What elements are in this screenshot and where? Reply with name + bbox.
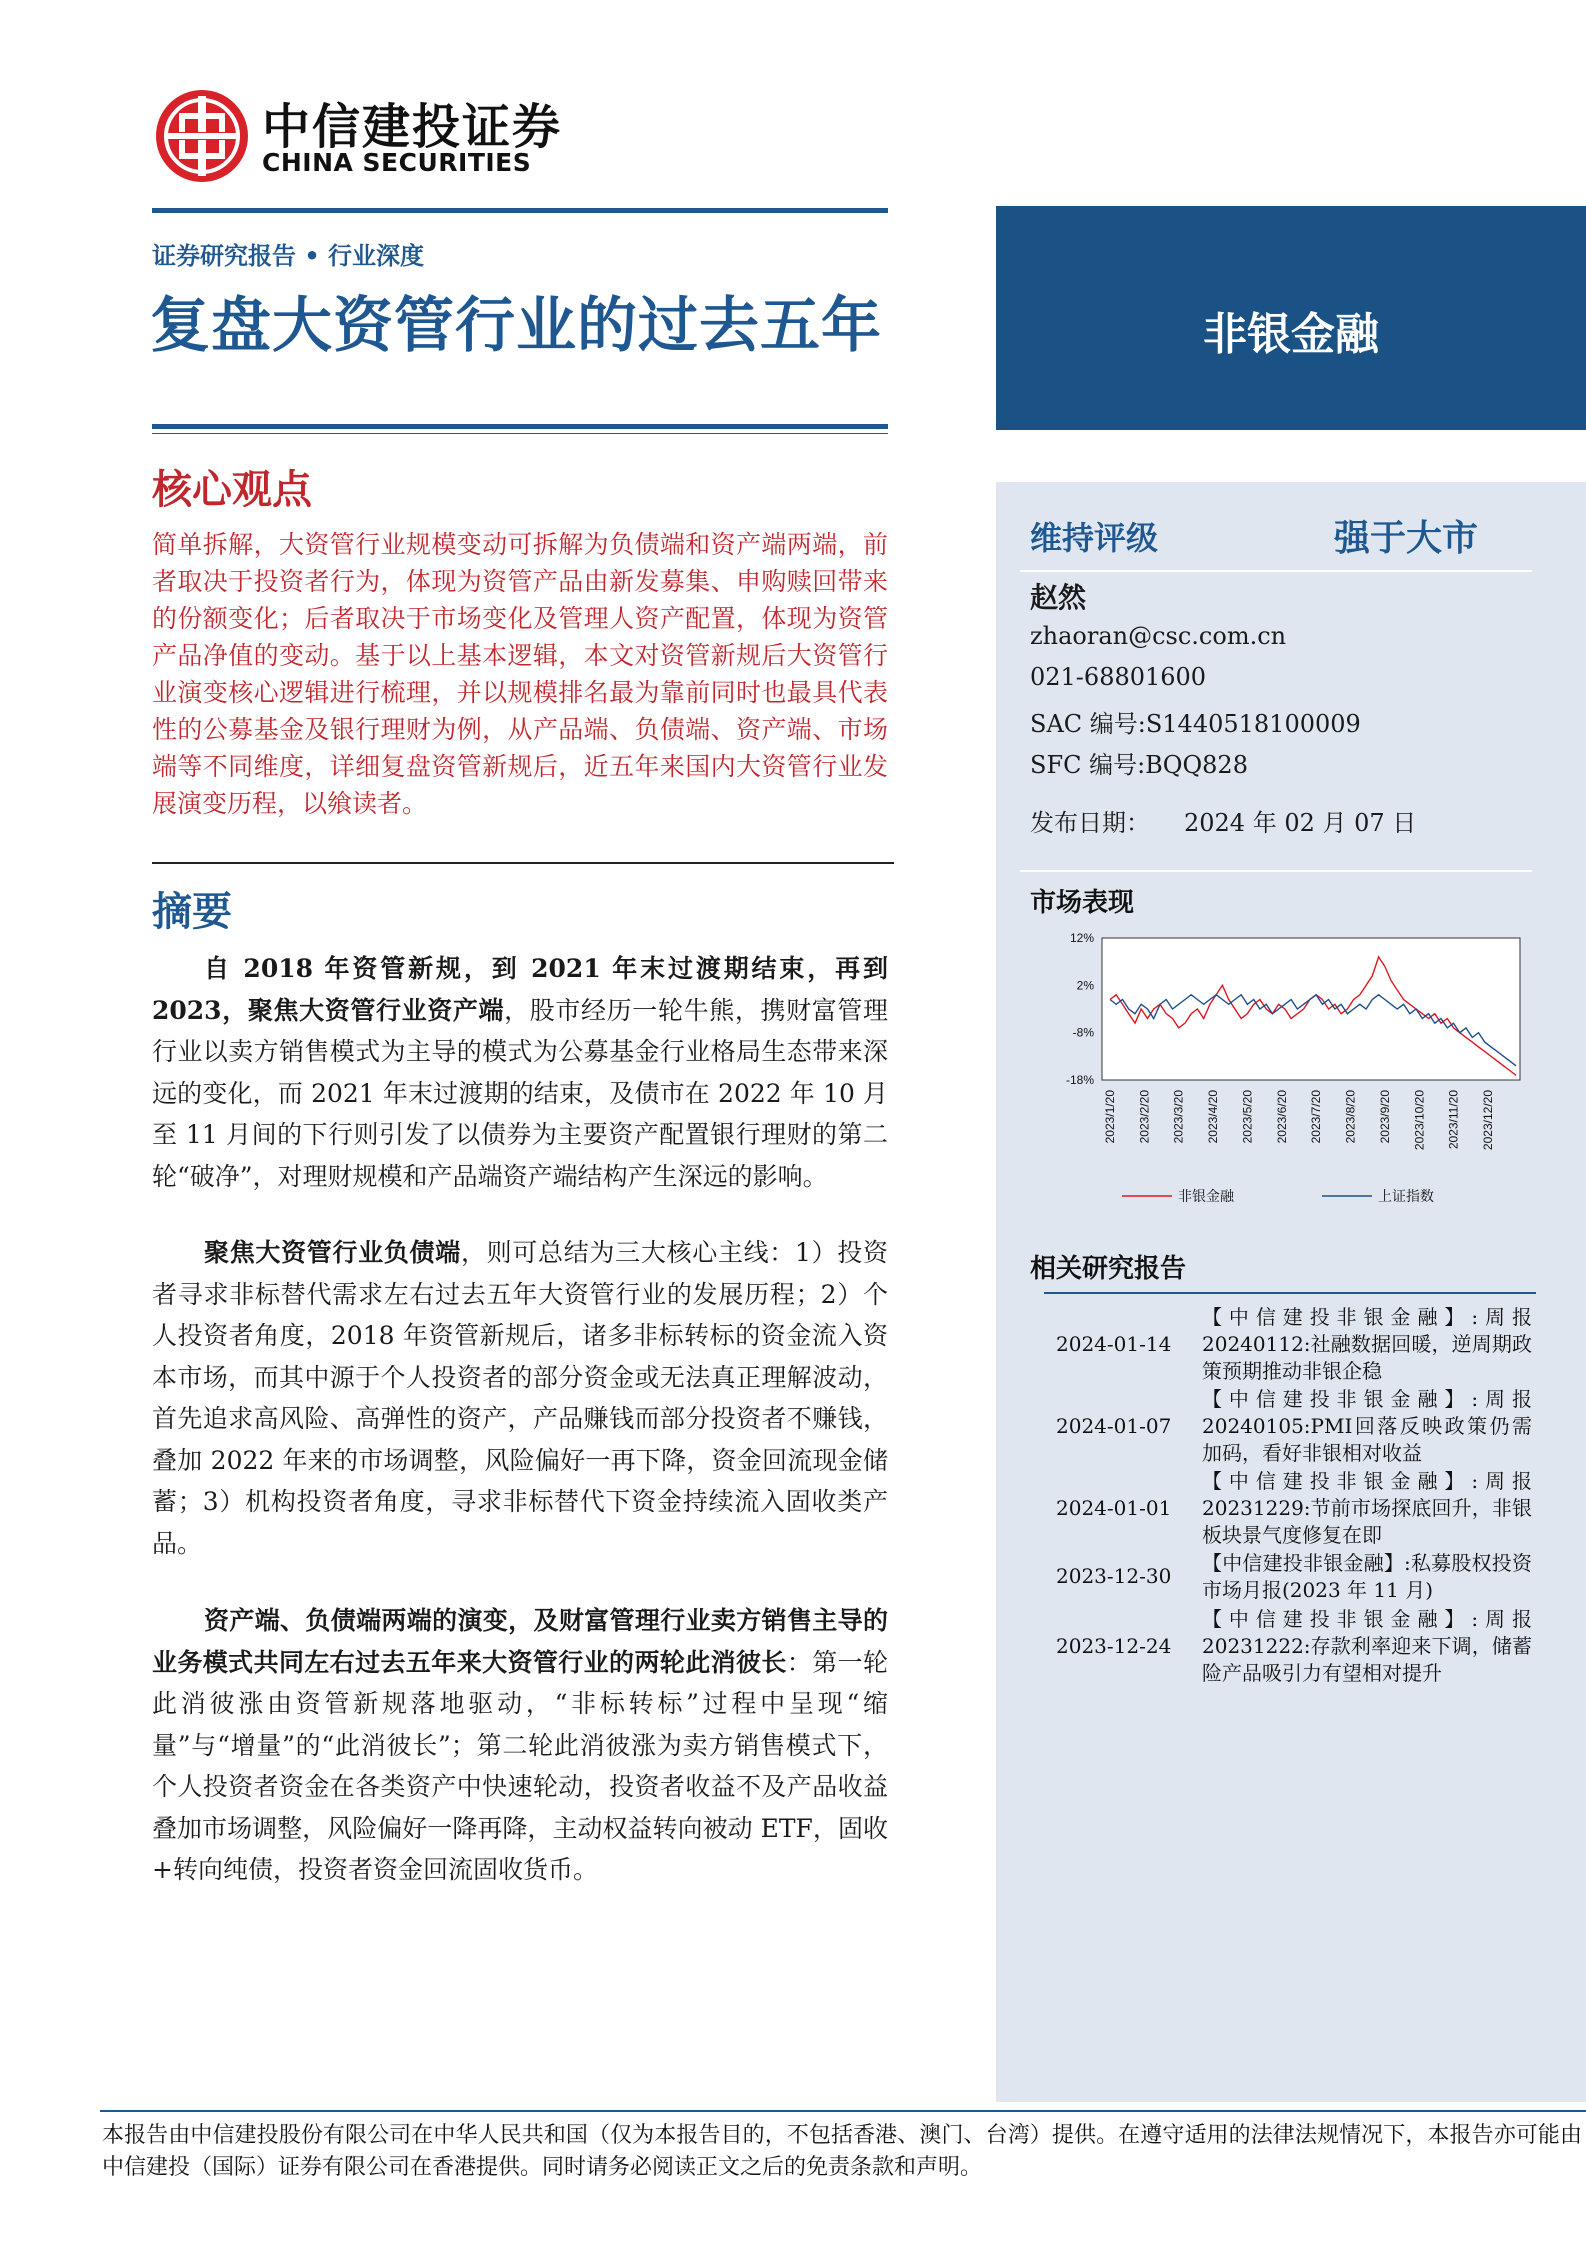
core-view-text: 简单拆解，大资管行业规模变动可拆解为负债端和资产端两端，前者取决于投资者行为，体现为资管产品由新发募集、申购赎回带来的份额变化；后者取决于市场变化及管理人资产配置，体现为资管产品净值的变动。基于以上基本逻辑，本文对资管新规后大资管行业演变核心逻辑进行梳理，并以规模排名最为靠前同时也最具代表性的公募基金及银行理财为例，从产品端、负债端、资产端、市场端等不同维度，详细复盘资管新规后，近五年来国内大资管行业发展演变历程，以飨读者。 — [152, 530, 888, 818]
core-view-heading: 核心观点 — [152, 467, 312, 513]
market-performance-chart — [1030, 924, 1530, 1214]
related-reports-title: 相关研究报告 — [1030, 1254, 1187, 1284]
y-tick-label: 2% — [1076, 978, 1094, 993]
summary-paragraph-3 — [152, 1600, 888, 1891]
x-tick-label: 2023/9/20 — [1377, 1090, 1392, 1144]
related-report-link[interactable]: 【中信建投非银金融】:周报20240105:PMI回落反映政策仍需加码，看好非银相对收益 — [1202, 1387, 1532, 1465]
rating-label: 维持评级 — [1030, 519, 1159, 557]
x-tick-label: 2023/12/20 — [1481, 1090, 1495, 1151]
rating-value: 强于大市 — [1334, 518, 1479, 559]
y-tick-label: -8% — [1072, 1025, 1094, 1040]
related-report-date: 2024-01-07 — [1056, 1414, 1172, 1438]
related-report-link[interactable]: 【中信建投非银金融】:周报20231229:节前市场探底回升，非银板块景气度修复在即 — [1202, 1469, 1532, 1547]
x-tick-label: 2023/1/20 — [1103, 1090, 1117, 1144]
legend-label: 上证指数 — [1378, 1189, 1434, 1205]
x-tick-label: 2023/10/20 — [1412, 1090, 1427, 1151]
brand-logo — [152, 86, 572, 186]
sector-banner — [996, 206, 1586, 430]
brand-name-en: CHINA SECURITIES — [262, 148, 532, 177]
publish-date: 2024 年 02 月 07 日 — [1184, 809, 1417, 837]
brand-name-cn: 中信建投证券 — [262, 99, 563, 155]
y-tick-label: 12% — [1069, 931, 1094, 945]
x-tick-label: 2023/5/20 — [1240, 1090, 1255, 1144]
related-report-link[interactable]: 【中信建投非银金融】:周报20240112:社融数据回暖，逆周期政策预期推动非银企稳 — [1202, 1305, 1532, 1383]
publish-date-label: 发布日期： — [1030, 809, 1150, 837]
x-tick-label: 2023/2/20 — [1137, 1090, 1152, 1144]
header-rule-top — [152, 208, 888, 213]
report-type: 证券研究报告 • 行业深度 — [152, 242, 425, 270]
x-tick-label: 2023/7/20 — [1309, 1090, 1324, 1144]
analyst-phone: 021-68801600 — [1030, 663, 1207, 691]
summary-rule — [152, 862, 894, 864]
related-report-date: 2024-01-14 — [1056, 1332, 1172, 1356]
analyst-name: 赵然 — [1030, 581, 1087, 614]
summary-paragraph-1 — [152, 948, 888, 1197]
summary-p1-body: ，股市经历一轮牛熊，携财富管理行业以卖方销售模式为主导的模式为公募基金行业格局生态带来深远的变化，而 2021 年末过渡期的结束，及债市在 2022 年 10 月至 11 月间的下行则引发了以债券为主要资产配置银行理财的第二轮“破净”，对理财规模和产品端资产端结构产生深远的影响。 — [152, 995, 888, 1191]
page-title: 复盘大资管行业的过去五年 — [150, 291, 882, 361]
header-rule-bottom-thin — [152, 433, 888, 434]
related-report-link[interactable]: 【中信建投非银金融】:私募股权投资市场月报(2023 年 11 月) — [1202, 1551, 1532, 1602]
related-report-date: 2023-12-24 — [1056, 1634, 1172, 1658]
analyst-email[interactable]: zhaoran@csc.com.cn — [1030, 622, 1287, 650]
related-report-date: 2024-01-01 — [1056, 1496, 1172, 1520]
header-rule-bottom — [152, 424, 888, 429]
footer-disclaimer: 本报告由中信建投股份有限公司在中华人民共和国（仅为本报告目的，不包括香港、澳门、台湾）提供。在遵守适用的法律法规情况下，本报告亦可能由中信建投（国际）证券有限公司在香港提供。同时请务必阅读正文之后的免责条款和声明。 — [102, 2123, 1582, 2180]
x-tick-label: 2023/8/20 — [1343, 1090, 1358, 1144]
summary-p2-body: ，则可总结为三大核心主线：1）投资者寻求非标替代需求左右过去五年大资管行业的发展历程；2）个人投资者角度，2018 年资管新规后，诸多非标转标的资金流入资本市场，而其中源于个人投资者的部分资金或无法真正理解波动，首先追求高风险、高弹性的资产，产品赚钱而部分投资者不赚钱，叠加 2022 年来的市场调整，风险偏好一再下降，资金回流现金储蓄；3）机构投资者角度，寻求非标替代下资金持续流入固收类产品。 — [152, 1238, 888, 1558]
x-tick-label: 2023/11/20 — [1446, 1090, 1461, 1150]
footer-rule — [100, 2110, 1586, 2112]
analyst-sac-number: SAC 编号:S1440518100009 — [1030, 710, 1361, 738]
summary-p3-body: ：第一轮此消彼涨由资管新规落地驱动，“非标转标”过程中呈现“缩量”与“增量”的“此消彼长”；第二轮此消彼涨为卖方销售模式下，个人投资者资金在各类资产中快速轮动，投资者收益不及产品收益叠加市场调整，风险偏好一降再降，主动权益转向被动 ETF，固收+转向纯债，投资者资金回流固收货币。 — [152, 1647, 888, 1884]
summary-heading: 摘要 — [152, 889, 232, 935]
summary-p3-lead: 资产端、负债端两端的演变，及财富管理行业卖方销售主导的业务模式共同左右过去五年来大资管行业的两轮此消彼长 — [152, 1606, 888, 1677]
x-tick-label: 2023/6/20 — [1274, 1090, 1289, 1144]
x-tick-label: 2023/4/20 — [1206, 1090, 1221, 1144]
market-title: 市场表现 — [1030, 888, 1135, 918]
x-tick-label: 2023/3/20 — [1171, 1090, 1186, 1144]
related-reports-rule — [1044, 1292, 1536, 1294]
market-divider — [1020, 870, 1532, 872]
related-report-date: 2023-12-30 — [1056, 1564, 1172, 1588]
chart-plot-area — [1102, 938, 1520, 1080]
legend-label: 非银金融 — [1178, 1189, 1234, 1205]
sector-label: 非银金融 — [1203, 309, 1379, 360]
summary-paragraph-2 — [152, 1232, 888, 1564]
related-report-link[interactable]: 【中信建投非银金融】:周报20231222:存款利率迎来下调，储蓄险产品吸引力有望相对提升 — [1202, 1607, 1532, 1685]
brand-emblem-icon — [152, 86, 252, 186]
analyst-sfc-number: SFC 编号:BQQ828 — [1030, 751, 1248, 779]
summary-p2-lead: 聚焦大资管行业负债端 — [204, 1238, 461, 1267]
rating-divider — [1020, 570, 1532, 572]
y-tick-label: -18% — [1065, 1073, 1094, 1087]
summary-p1-lead: 自 2018 年资管新规，到 2021 年末过渡期结束，再到 2023，聚焦大资管行业资产端 — [152, 954, 888, 1025]
